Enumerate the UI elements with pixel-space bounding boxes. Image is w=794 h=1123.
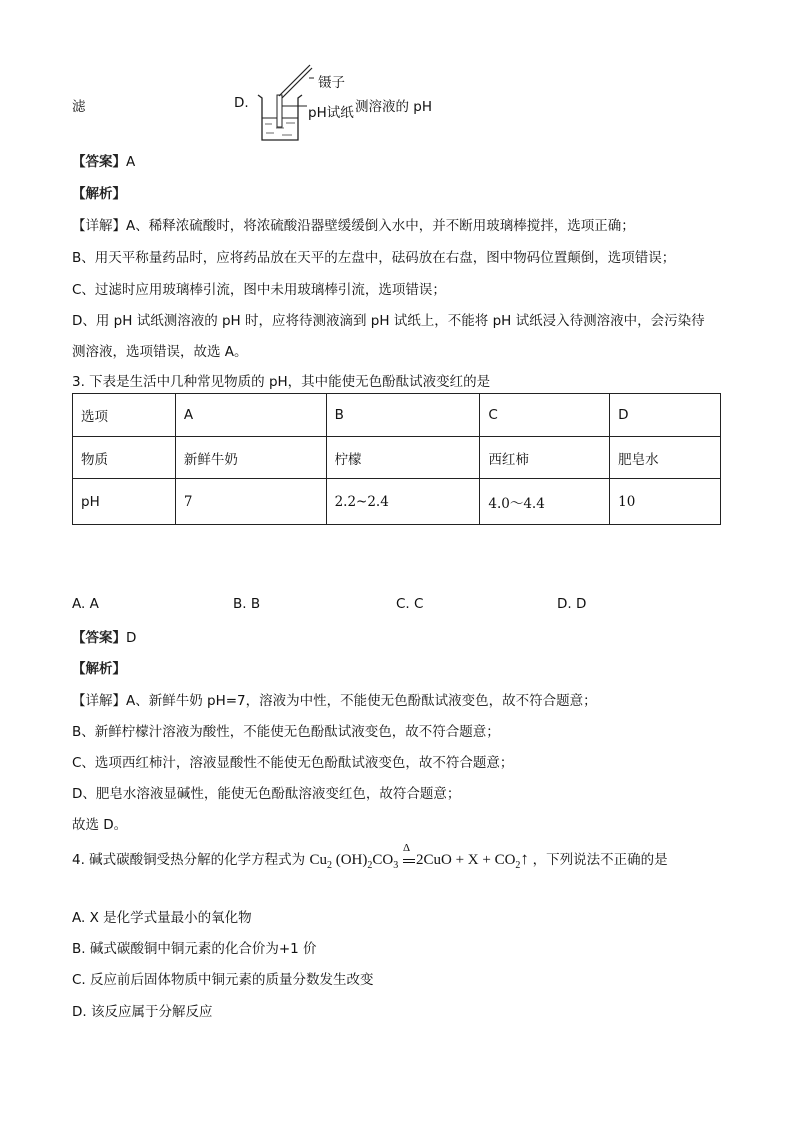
table-cell: 选项 (73, 394, 176, 437)
eq-products: 2CuO + X + CO (415, 852, 516, 868)
q3-line-5: 故选 D。 (72, 817, 128, 833)
q3-option-a: A. A (72, 596, 99, 612)
table-cell: 7 (175, 479, 326, 525)
answer-value: D (126, 630, 137, 646)
measure-caption: 测溶液的 pH (355, 99, 433, 115)
q3-line-2: B、新鲜柠檬汁溶液为酸性，不能使无色酚酞试液变色，故不符合题意； (72, 724, 500, 740)
q3-line-1: 【详解】A、新鲜牛奶 pH=7，溶液为中性，不能使无色酚酞试液变色，故不符合题意； (72, 693, 597, 709)
q2-line-5: 测溶液，选项错误，故选 A。 (72, 344, 248, 360)
q2-line-1: 【详解】A、稀释浓硫酸时，将浓硫酸沿器壁缓缓倒入水中，并不断用玻璃棒搅拌，选项正确； (72, 218, 635, 234)
q2-line-2: B、用天平称量药品时，应将药品放在天平的左盘中，砝码放在右盘，图中物码位置颠倒，选项错误； (72, 250, 676, 266)
eq-subscript: 2 (515, 860, 521, 871)
table-cell: 4.0～4.4 (480, 479, 610, 525)
eq-hydroxide: (OH) (335, 852, 368, 868)
eq-subscript: 2 (367, 860, 373, 871)
filter-text: 滤 (72, 99, 86, 115)
table-row (73, 437, 721, 479)
q3-line-3: C、选项西红柿汁，溶液显酸性不能使无色酚酞试液变色，故不符合题意； (72, 755, 514, 771)
q3-answer (72, 626, 136, 646)
q4-suffix: ，下列说法不正确的是 (532, 852, 668, 868)
eq-reactant: Cu (309, 852, 327, 868)
option-d-label: D. (234, 95, 249, 111)
q2-answer (72, 150, 135, 170)
q4-option-c: C. 反应前后固体物质中铜元素的质量分数发生改变 (72, 972, 374, 988)
table-row (73, 479, 721, 525)
answer-value: A (126, 154, 136, 170)
table-cell: 10 (610, 479, 721, 525)
table-cell: D (610, 394, 721, 437)
up-arrow-icon: ↑ (520, 849, 529, 868)
q4-option-a: A. X 是化学式量最小的氧化物 (72, 910, 252, 926)
q4-question (72, 842, 668, 871)
table-cell: 柠檬 (326, 437, 480, 479)
table-cell: 新鲜牛奶 (175, 437, 326, 479)
eq-arrow (402, 842, 416, 869)
ph-paper-label: pH试纸 (308, 105, 354, 121)
q3-table (72, 393, 721, 525)
answer-tag: 【答案】 (72, 630, 126, 646)
table-cell: 物质 (73, 437, 176, 479)
delta-icon: Δ (402, 842, 411, 854)
table-cell: C (480, 394, 610, 437)
q3-option-b: B. B (233, 596, 261, 612)
q2-analysis-tag: 【解析】 (72, 186, 126, 202)
table-row (73, 394, 721, 437)
chemical-equation (309, 842, 532, 871)
eq-carbonate: CO (372, 852, 394, 868)
q3-analysis-tag: 【解析】 (72, 661, 126, 677)
table-cell: 西红柿 (480, 437, 610, 479)
q3-line-4: D、肥皂水溶液显碱性，能使无色酚酞溶液变红色，故符合题意； (72, 786, 461, 802)
q2-line-4: D、用 pH 试纸测溶液的 pH 时，应将待测液滴到 pH 试纸上，不能将 pH 试纸浸入待测溶液中，会污染待 (72, 313, 705, 329)
q4-option-b: B. 碱式碳酸铜中铜元素的化合价为+1 价 (72, 941, 317, 957)
table-cell: 2.2~2.4 (326, 479, 480, 525)
q2-line-3: C、过滤时应用玻璃棒引流，图中未用玻璃棒引流，选项错误； (72, 282, 446, 298)
q3-option-d: D. D (557, 596, 587, 612)
q4-option-d: D. 该反应属于分解反应 (72, 1004, 213, 1020)
q4-prefix: 4. 碱式碳酸铜受热分解的化学方程式为 (72, 852, 306, 868)
eq-subscript: 3 (393, 860, 399, 871)
q3-option-c: C. C (396, 596, 424, 612)
table-cell: B (326, 394, 480, 437)
table-cell: A (175, 394, 326, 437)
eq-subscript: 2 (326, 860, 332, 871)
tweezers-label: 镊子 (318, 75, 345, 91)
table-cell: pH (73, 479, 176, 525)
answer-tag: 【答案】 (72, 154, 126, 170)
table-cell: 肥皂水 (610, 437, 721, 479)
q3-question: 3. 下表是生活中几种常见物质的 pH，其中能使无色酚酞试液变红的是 (72, 374, 491, 390)
